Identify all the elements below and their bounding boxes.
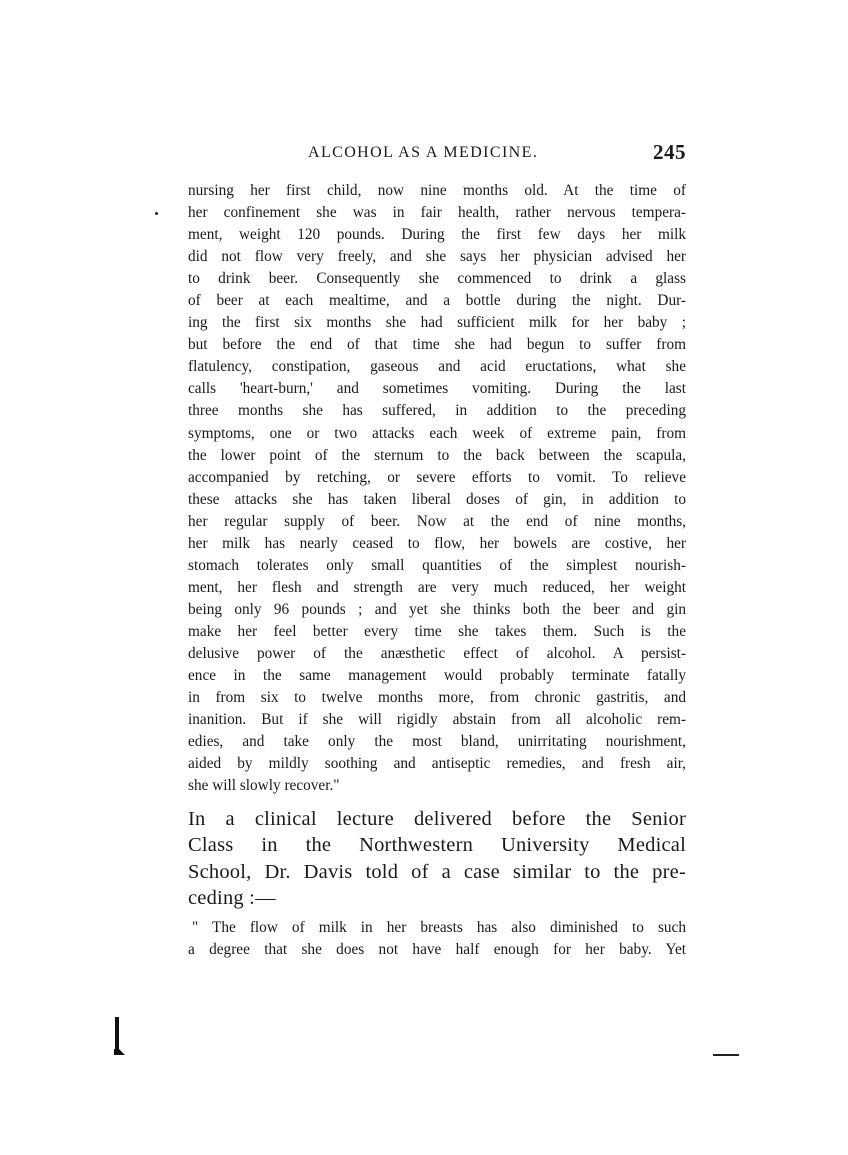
text-line: aided by mildly soothing and antiseptic remedies, and fresh air, (188, 755, 686, 773)
text-line: edies, and take only the most bland, unirritating nourishment, (188, 733, 686, 751)
text-line: the lower point of the sternum to the back between the scapula, (188, 446, 686, 464)
text-line: flatulency, constipation, gaseous and acid eructations, what she (188, 358, 686, 376)
text-line: accompanied by retching, or severe efforts to vomit. To relieve (188, 468, 686, 486)
scan-artifact-rule (713, 1054, 739, 1056)
text-line: but before the end of that time she had begun to suffer from (188, 336, 686, 354)
text-line: ence in the same management would probably terminate fatally (188, 667, 686, 685)
text-line: " The flow of milk in her breasts has also diminished to such (192, 919, 686, 936)
text-line: her confinement she was in fair health, rather nervous tempera- (188, 204, 686, 222)
text-line: symptoms, one or two attacks each week of extreme pain, from (188, 424, 686, 442)
text-line: to drink beer. Consequently she commenced to drink a glass (188, 270, 686, 288)
text-line: these attacks she has taken liberal doses of gin, in addition to (188, 490, 686, 508)
running-title: ALCOHOL AS A MEDICINE. (308, 144, 539, 161)
text-line: a degree that she does not have half enough for her baby. Yet (188, 941, 686, 959)
text-line: School, Dr. Davis told of a case similar to the pre- (188, 860, 686, 883)
text-line: make her feel better every time she takes them. Such is the (188, 622, 686, 640)
text-line: she will slowly recover." (188, 777, 340, 795)
page-number: 245 (653, 140, 686, 164)
text-line: being only 96 pounds ; and yet she thinks both the beer and gin (188, 600, 686, 618)
text-line: nursing her first child, now nine months old. At the time of (188, 182, 686, 199)
text-line: did not flow very freely, and she says her physician advised her (188, 248, 686, 266)
text-line: Class in the Northwestern University Medical (188, 834, 686, 857)
text-line: of beer at each mealtime, and a bottle during the night. Dur- (188, 292, 686, 310)
running-head (188, 140, 686, 170)
text-line: stomach tolerates only small quantities of the simplest nourish- (188, 556, 686, 574)
text-line: her regular supply of beer. Now at the end of nine months, (188, 512, 686, 530)
margin-speck (155, 212, 158, 215)
text-line: her milk has nearly ceased to flow, her bowels are costive, her (188, 534, 686, 552)
scan-artifact-mark (114, 1017, 126, 1057)
text-line: In a clinical lecture delivered before the Senior (188, 808, 686, 830)
text-line: calls 'heart-burn,' and sometimes vomiting. During the last (188, 380, 686, 398)
text-line: inanition. But if she will rigidly abstain from all alcoholic rem- (188, 711, 686, 729)
text-line: in from six to twelve months more, from chronic gastritis, and (188, 689, 686, 707)
text-line: ing the first six months she had sufficient milk for her baby ; (188, 314, 686, 332)
text-line: delusive power of the anæsthetic effect of alcohol. A persist- (188, 644, 686, 662)
text-line: ment, weight 120 pounds. During the first few days her milk (188, 226, 686, 244)
new-quotation (188, 917, 686, 961)
body-paragraph (188, 806, 686, 911)
text-line: three months she has suffered, in addition to the preceding (188, 402, 686, 420)
continued-quotation (188, 180, 686, 797)
text-line: ceding :— (188, 886, 276, 909)
text-line: ment, her flesh and strength are very much reduced, her weight (188, 578, 686, 596)
